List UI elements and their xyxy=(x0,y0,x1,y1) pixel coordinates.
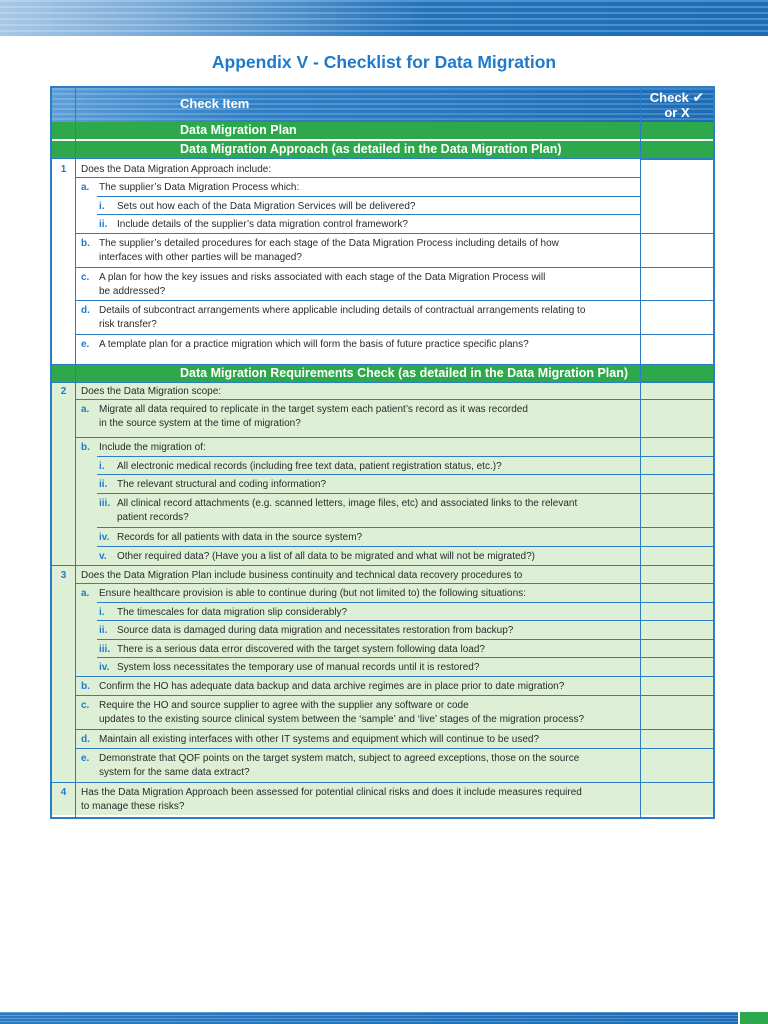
check-cell[interactable] xyxy=(641,547,713,566)
row-question-text: Records for all patients with data in the source system? xyxy=(117,532,363,543)
table-row xyxy=(52,160,713,178)
row-item-label: c. xyxy=(81,700,90,711)
row-question-text: Ensure healthcare provision is able to continue during (but not limited to) the following situations: xyxy=(99,588,526,599)
check-cell[interactable] xyxy=(641,457,713,475)
row-question-text: Include details of the supplier’s data migration control framework? xyxy=(117,219,408,230)
table-row xyxy=(52,621,713,640)
table-row xyxy=(52,268,713,301)
check-cell[interactable] xyxy=(641,749,713,783)
row-question-text-continued: interfaces with other parties will be managed? xyxy=(99,252,302,263)
row-question-text: The timescales for data migration slip considerably? xyxy=(117,607,348,618)
check-cell[interactable] xyxy=(641,621,713,640)
check-cell[interactable] xyxy=(641,400,713,438)
row-question-text: All electronic medical records (including free text data, patient registration status, etc.)? xyxy=(117,461,502,472)
row-item-label: i. xyxy=(99,201,105,212)
row-item-label: ii. xyxy=(99,479,108,490)
check-column-divider-line xyxy=(640,437,713,438)
row-question-text: The supplier’s Data Migration Process which: xyxy=(99,182,300,193)
check-cell[interactable] xyxy=(641,566,713,584)
table-row xyxy=(52,301,713,335)
check-column-divider-line xyxy=(640,546,713,547)
table-row xyxy=(52,566,713,584)
section-band-requirements xyxy=(52,365,713,382)
checklist-table xyxy=(50,86,715,819)
check-column-divider-line xyxy=(640,729,713,730)
check-cell[interactable] xyxy=(641,160,713,178)
table-row xyxy=(52,178,713,197)
row-question-text: Maintain all existing interfaces with other IT systems and equipment which will continue to be used? xyxy=(99,734,540,745)
row-question-text-continued: risk transfer? xyxy=(99,319,157,330)
table-row xyxy=(52,400,713,438)
row-item-label: d. xyxy=(81,305,90,316)
row-item-label: b. xyxy=(81,238,90,249)
check-heading-label: Check xyxy=(649,90,689,105)
check-cell[interactable] xyxy=(641,730,713,749)
table-row xyxy=(52,696,713,730)
check-column-divider-line xyxy=(640,300,713,301)
row-question-text: System loss necessitates the temporary use of manual records until it is restored? xyxy=(117,662,480,673)
check-column-divider-line xyxy=(640,399,713,400)
section-band-plan xyxy=(52,122,713,139)
check-column-divider-line xyxy=(640,782,713,783)
check-column-divider-line xyxy=(640,639,713,640)
check-heading-or-x: or X xyxy=(664,105,690,120)
row-item-label: iv. xyxy=(99,532,110,543)
row-question-text: Does the Data Migration Plan include business continuity and technical data recovery procedures to xyxy=(81,570,523,581)
row-item-label: b. xyxy=(81,442,90,453)
check-cell[interactable] xyxy=(641,301,713,335)
check-column-heading xyxy=(640,88,713,122)
table-row xyxy=(52,215,713,234)
check-cell[interactable] xyxy=(641,658,713,677)
check-cell[interactable] xyxy=(641,696,713,730)
section-band-approach xyxy=(52,141,713,158)
row-question-text: Other required data? (Have you a list of all data to be migrated and what will not be migrated?) xyxy=(117,551,536,562)
check-item-heading: Check Item xyxy=(180,96,250,111)
check-column-divider-line xyxy=(640,233,713,234)
table-row xyxy=(52,382,713,400)
row-number: 3 xyxy=(60,570,67,581)
row-item-label: ii. xyxy=(99,219,108,230)
row-question-text-continued: in the source system at the time of migration? xyxy=(99,418,301,429)
check-column-divider-line xyxy=(640,620,713,621)
row-item-label: a. xyxy=(81,182,90,193)
check-cell[interactable] xyxy=(641,783,713,817)
table-row xyxy=(52,749,713,783)
check-column-divider-line xyxy=(640,695,713,696)
row-item-label: i. xyxy=(99,461,105,472)
check-cell[interactable] xyxy=(641,335,713,365)
check-column-divider-line xyxy=(640,474,713,475)
checkmark-icon: ✔ xyxy=(692,89,705,105)
row-question-text: Has the Data Migration Approach been assessed for potential clinical risks and does it include measures required xyxy=(81,787,582,798)
row-item-label: c. xyxy=(81,272,90,283)
row-question-text: Require the HO and source supplier to agree with the supplier any software or code xyxy=(99,700,469,711)
row-number: 1 xyxy=(60,164,67,175)
row-question-text: A plan for how the key issues and risks associated with each stage of the Data Migration Process will xyxy=(99,272,546,283)
table-header xyxy=(52,88,713,122)
check-column-divider-line xyxy=(640,267,713,268)
check-column-divider-line xyxy=(640,527,713,528)
row-question-text: A template plan for a practice migration which will form the basis of future practice specific plans? xyxy=(99,339,529,350)
row-item-label: iv. xyxy=(99,662,110,673)
table-row xyxy=(52,457,713,475)
section-title-plan: Data Migration Plan xyxy=(180,123,297,137)
row-number: 4 xyxy=(60,787,67,798)
check-column-divider-line xyxy=(640,583,713,584)
row-item-label: v. xyxy=(99,551,107,562)
check-column-divider-line xyxy=(640,565,713,566)
check-column-divider-line xyxy=(640,748,713,749)
table-row xyxy=(52,438,713,457)
check-cell[interactable] xyxy=(641,382,713,400)
bottom-green-tab xyxy=(740,1012,768,1024)
table-row xyxy=(52,494,713,528)
check-cell[interactable] xyxy=(641,215,713,234)
page-title: Appendix V - Checklist for Data Migration xyxy=(211,52,557,72)
row-question-text: The relevant structural and coding information? xyxy=(117,479,327,490)
top-banner xyxy=(0,0,768,36)
row-item-label: ii. xyxy=(99,625,108,636)
row-question-text: Include the migration of: xyxy=(99,442,206,453)
table-row xyxy=(52,547,713,566)
row-item-label: e. xyxy=(81,339,90,350)
bottom-banner xyxy=(0,1012,738,1024)
row-question-text: Details of subcontract arrangements where applicable including details of contractual arrangements relating to xyxy=(99,305,586,316)
table-row xyxy=(52,475,713,494)
table-row xyxy=(52,658,713,677)
row-question-text: Migrate all data required to replicate in the target system each patient’s record as it was recorded xyxy=(99,404,528,415)
row-number: 2 xyxy=(60,386,67,397)
table-row xyxy=(52,528,713,547)
table-row xyxy=(52,640,713,658)
table-row xyxy=(52,197,713,215)
row-item-label: iii. xyxy=(99,644,111,655)
check-cell[interactable] xyxy=(641,268,713,301)
check-column-divider-line xyxy=(640,493,713,494)
row-question-text: Source data is damaged during data migration and necessitates restoration from backup? xyxy=(117,625,514,636)
table-row xyxy=(52,677,713,696)
section-divider xyxy=(52,364,713,365)
row-question-text: There is a serious data error discovered with the target system following data load? xyxy=(117,644,485,655)
row-question-text-continued: patient records? xyxy=(117,512,189,523)
row-item-label: d. xyxy=(81,734,90,745)
section-title-requirements: Data Migration Requirements Check (as detailed in the Data Migration Plan) xyxy=(180,366,628,380)
check-column-divider-line xyxy=(640,602,713,603)
row-question-text: Demonstrate that QOF points on the target system match, subject to agreed exceptions, those on the source xyxy=(99,753,580,764)
check-cell[interactable] xyxy=(641,234,713,268)
row-question-text-continued: to manage these risks? xyxy=(81,801,185,812)
check-cell[interactable] xyxy=(641,438,713,457)
check-cell[interactable] xyxy=(641,494,713,528)
check-cell[interactable] xyxy=(641,528,713,547)
section-divider xyxy=(52,158,713,159)
row-item-label: e. xyxy=(81,753,90,764)
table-row xyxy=(52,584,713,603)
table-row xyxy=(52,730,713,749)
row-item-label: b. xyxy=(81,681,90,692)
check-column-divider-line xyxy=(640,159,713,160)
row-question-text: Does the Data Migration scope: xyxy=(81,386,222,397)
check-cell[interactable] xyxy=(641,584,713,603)
check-cell[interactable] xyxy=(641,640,713,658)
check-cell[interactable] xyxy=(641,178,713,197)
check-column-divider-line xyxy=(640,657,713,658)
table-row xyxy=(52,335,713,365)
row-question-text: Sets out how each of the Data Migration Services will be delivered? xyxy=(117,201,416,212)
row-question-text: Does the Data Migration Approach include: xyxy=(81,164,272,175)
section-title-approach: Data Migration Approach (as detailed in the Data Migration Plan) xyxy=(180,142,562,156)
check-column-divider-line xyxy=(640,456,713,457)
table-row xyxy=(52,603,713,621)
table-row xyxy=(52,783,713,817)
row-question-text: All clinical record attachments (e.g. scanned letters, image files, etc) and associated links to the relevant xyxy=(117,498,578,509)
row-item-label: iii. xyxy=(99,498,111,509)
check-cell[interactable] xyxy=(641,677,713,696)
row-question-text: The supplier’s detailed procedures for each stage of the Data Migration Process including details of how xyxy=(99,238,559,249)
row-item-label: a. xyxy=(81,588,90,599)
row-question-text-continued: updates to the existing source clinical system between the ‘sample’ and ‘live’ stages of the migration process? xyxy=(99,714,585,725)
row-question-text-continued: be addressed? xyxy=(99,286,166,297)
check-cell[interactable] xyxy=(641,197,713,215)
row-question-text-continued: system for the same data extract? xyxy=(99,767,250,778)
check-column-divider-line xyxy=(640,676,713,677)
table-row xyxy=(52,234,713,268)
check-column-divider-line xyxy=(640,334,713,335)
row-item-label: a. xyxy=(81,404,90,415)
check-cell[interactable] xyxy=(641,475,713,494)
section-divider xyxy=(52,382,713,383)
check-cell[interactable] xyxy=(641,603,713,621)
row-item-label: i. xyxy=(99,607,105,618)
row-question-text: Confirm the HO has adequate data backup and data archive regimes are in place prior to date migration? xyxy=(99,681,565,692)
